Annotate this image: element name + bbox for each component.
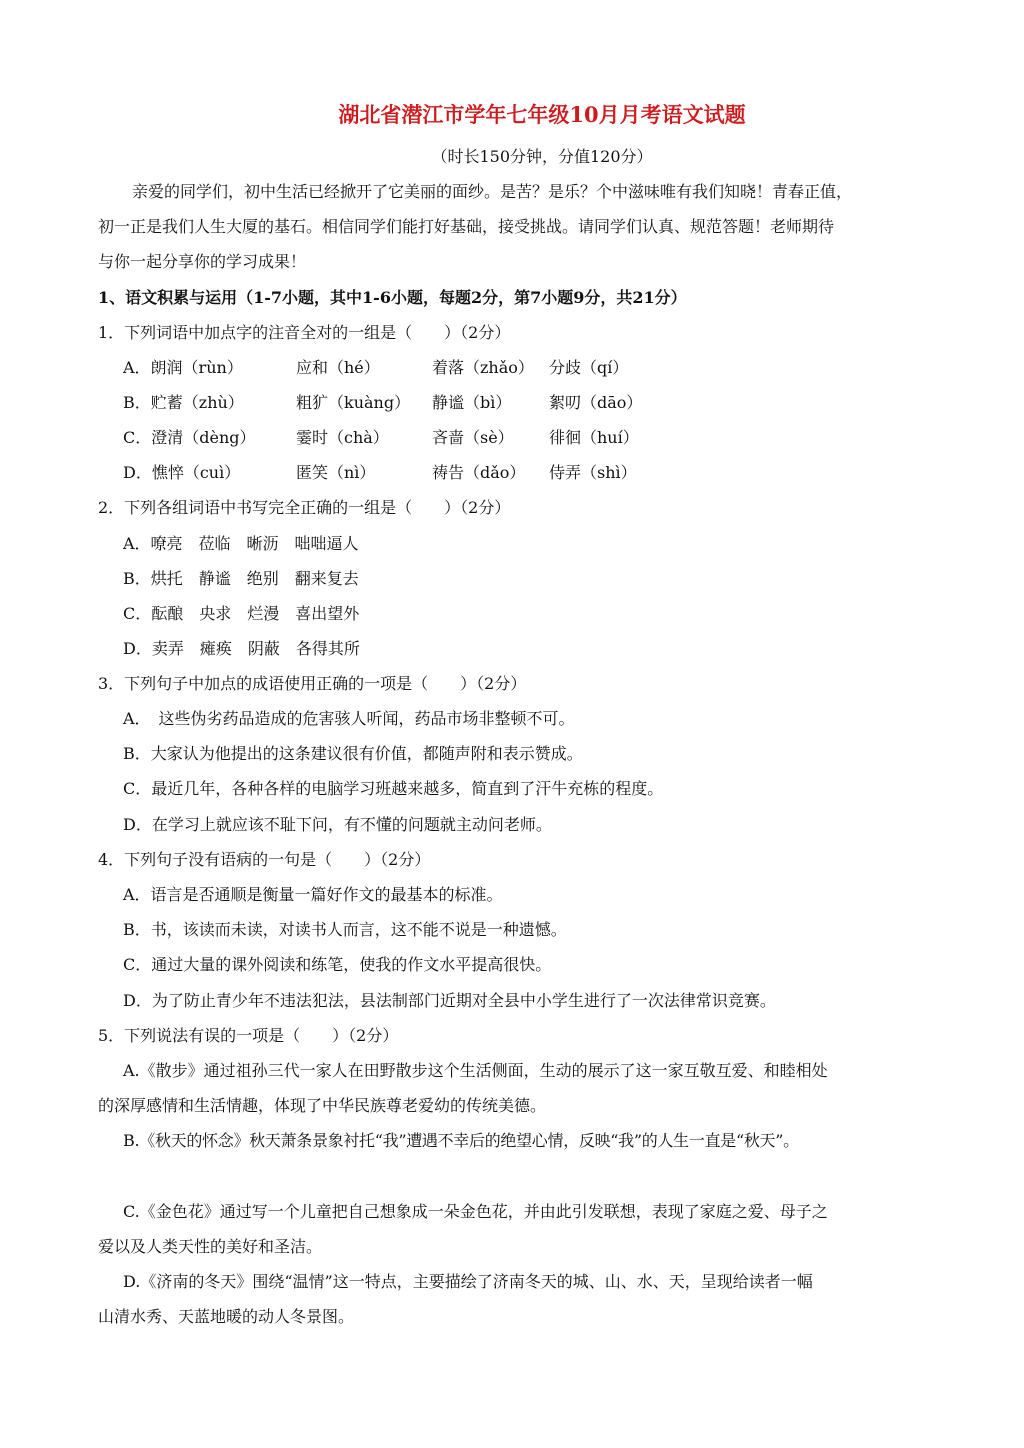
intro-line: 与你一起分享你的学习成果！: [98, 252, 307, 271]
intro-line: 初一正是我们人生大厦的基石。相信同学们能打好基础，接受挑战。请同学们认真、规范答题！老师期待: [98, 217, 835, 236]
question-stem: 5．下列说法有误的一项是（ ）（2分）: [98, 1026, 399, 1045]
option-d-word: 匿笑（nì）: [296, 463, 376, 482]
option-d: D．憔悴（cuì）: [123, 463, 241, 482]
option-a: A．朗润（rùn）: [123, 358, 243, 377]
option-b-word: 静谧（bì）: [432, 393, 512, 412]
option-a: A.《散步》通过祖孙三代一家人在田野散步这个生活侧面，生动的展示了这一家互敬互爱、和睦相处: [123, 1061, 828, 1080]
option-c-word: 吝啬（sè）: [432, 428, 514, 447]
intro-line: 亲爱的同学们，初中生活已经掀开了它美丽的面纱。是苦？是乐？个中滋味唯有我们知晓！青春正值，: [132, 182, 853, 201]
exam-subtitle: （时长150分钟，分值120分）: [431, 147, 653, 166]
option-b: B．烘托 静谧 绝别 翻来复去: [123, 569, 359, 588]
option-c-word: 徘徊（huí）: [549, 428, 639, 447]
option-d: D．卖弄 瘫痪 阴蔽 各得其所: [123, 639, 360, 658]
option-a-word: 着落（zhǎo）: [432, 358, 534, 377]
exam-title: 湖北省潜江市学年七年级10月月考语文试题: [338, 102, 746, 127]
option-c: C.《金色花》通过写一个儿童把自己想象成一朵金色花，并由此引发联想，表现了家庭之爱、母子之: [123, 1202, 828, 1221]
option-b-word: 粗犷（kuàng）: [296, 393, 411, 412]
option-a: A．嘹亮 莅临 晰沥 咄咄逼人: [123, 534, 359, 553]
option-b: B．书，该读而未读，对读书人而言，这不能不说是一种遗憾。: [123, 920, 567, 939]
option-a-word: 应和（hé）: [296, 358, 380, 377]
question-stem: 1．下列词语中加点字的注音全对的一组是（ ）（2分）: [98, 323, 511, 342]
option-a-cont: 的深厚感情和生活情趣，体现了中华民族尊老爱幼的传统美德。: [98, 1096, 547, 1115]
option-a-word: 分歧（qí）: [549, 358, 629, 377]
option-d: D．在学习上就应该不耻下问，有不懂的问题就主动问老师。: [123, 815, 552, 834]
option-c-cont: 爱以及人类天性的美好和圣洁。: [98, 1237, 323, 1256]
option-c: C．澄清（dèng）: [123, 428, 256, 447]
question-stem: 2．下列各组词语中书写完全正确的一组是（ ）（2分）: [98, 498, 511, 517]
option-b-word: 絮叨（dāo）: [549, 393, 643, 412]
option-a: A．语言是否通顺是衡量一篇好作文的最基本的标准。: [123, 885, 503, 904]
option-d: D.《济南的冬天》围绕“温情”这一特点，主要描绘了济南冬天的城、山、水、天，呈现给读者一幅: [123, 1272, 813, 1291]
option-d-word: 侍弄（shì）: [549, 463, 637, 482]
option-a: A． 这些伪劣药品造成的危害骇人听闻，药品市场非整顿不可。: [123, 709, 575, 728]
question-stem: 3．下列句子中加点的成语使用正确的一项是（ ）（2分）: [98, 674, 527, 693]
option-c-word: 霎时（chà）: [296, 428, 389, 447]
option-c: C．通过大量的课外阅读和练笔，使我的作文水平提高很快。: [123, 955, 552, 974]
question-stem: 4．下列句子没有语病的一句是（ ）（2分）: [98, 850, 431, 869]
option-b: B．大家认为他提出的这条建议很有价值，都随声附和表示赞成。: [123, 744, 583, 763]
option-c: C．酝酿 央求 烂漫 喜出望外: [123, 604, 360, 623]
option-d-cont: 山清水秀、天蓝地暖的动人冬景图。: [98, 1307, 355, 1326]
option-d-word: 祷告（dǎo）: [432, 463, 526, 482]
option-b: B．贮蓄（zhù）: [123, 393, 244, 412]
section-heading: 1、语文积累与运用（1-7小题，其中1-6小题，每题2分，第7小题9分，共21分）: [98, 288, 687, 307]
option-c: C．最近几年，各种各样的电脑学习班越来越多，简直到了汗牛充栋的程度。: [123, 779, 664, 798]
option-b: B.《秋天的怀念》秋天萧条景象衬托“我”遭遇不幸后的绝望心情，反映“我”的人生一直是“秋天”。: [123, 1131, 799, 1150]
option-d: D．为了防止青少年不违法犯法，县法制部门近期对全县中小学生进行了一次法律常识竞赛。: [123, 991, 776, 1010]
